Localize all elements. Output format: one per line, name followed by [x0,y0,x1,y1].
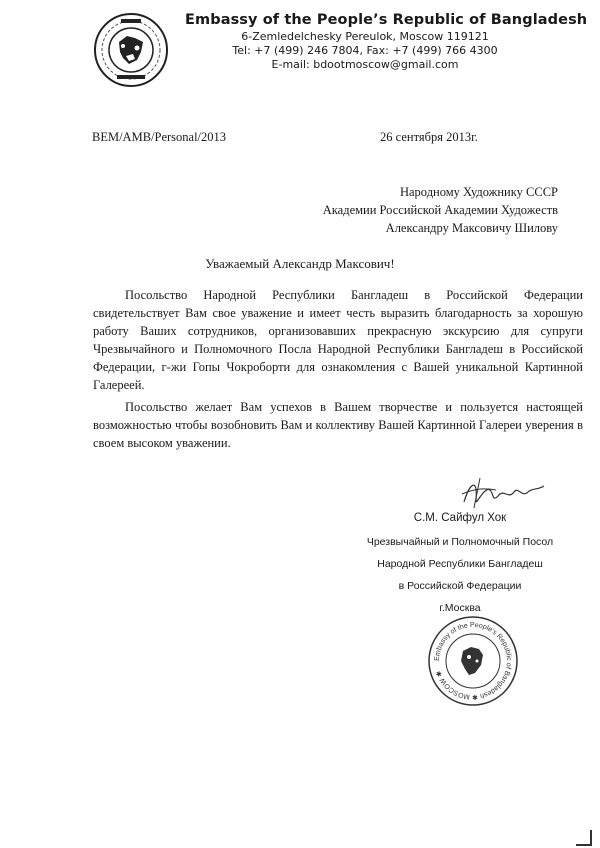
signatory-title-line: Чрезвычайный и Полномочный Посол [366,536,554,548]
handwritten-signature [456,472,548,512]
salutation: Уважаемый Александр Максович! [205,256,395,271]
addressee-line: Академии Российской Академии Художеств [322,203,558,217]
embassy-address: 6-Zemledelchesky Pereulok, Moscow 119121 [241,30,489,43]
letterhead [185,10,588,72]
letter-date: 26 сентября 2013г. [380,130,478,144]
addressee-line: Александру Максовичу Шилову [385,221,558,235]
embassy-emblem-icon [93,12,169,88]
stamp-ring-text: Embassy of the People’s Republic of Bangladesh ✱ MOSCOW ✱ [433,621,513,701]
official-stamp [427,615,519,707]
embassy-name: Embassy of the People’s Republic of Bangladesh [185,12,588,28]
addressee-line: Народному Художнику СССР [399,185,558,199]
body-paragraph: Посольство желает Вам успехов в Вашем творчестве и пользуется настоящей возможностью чтобы возобновить Вам и коллективу Вашей Картинной Галереи уверения в своем высоком уважении. [93,400,583,450]
signatory-city: г.Москва [439,602,481,614]
signatory-title-line: в Российской Федерации [398,580,522,592]
page-corner-mark [576,830,592,846]
signatory-title-line: Народной Республики Бангладеш [377,558,543,570]
embassy-email: E-mail: bdootmoscow@gmail.com [271,58,459,71]
body-paragraph: Посольство Народной Республики Бангладеш в Российской Федерации свидетельствует Вам свое уважение и имеет честь выразить благодарность за хорошую работу Ваших сотрудников, организовавших прекрасную экскурсию для супруги Чрезвычайного и Полномочного Посла Народной Республики Бангладеш в Российской Федерации, г-жи Гопы Чокроборти для ознакомления с Вашей уникальной Картинной Галереей. [93,288,583,392]
reference-number: BEM/AMB/Personal/2013 [92,130,227,144]
signatory-name: С.М. Сайфул Хок [413,512,507,524]
embassy-phones: Tel: +7 (499) 246 7804, Fax: +7 (499) 766 4300 [232,44,498,57]
addressee-block [323,183,558,237]
